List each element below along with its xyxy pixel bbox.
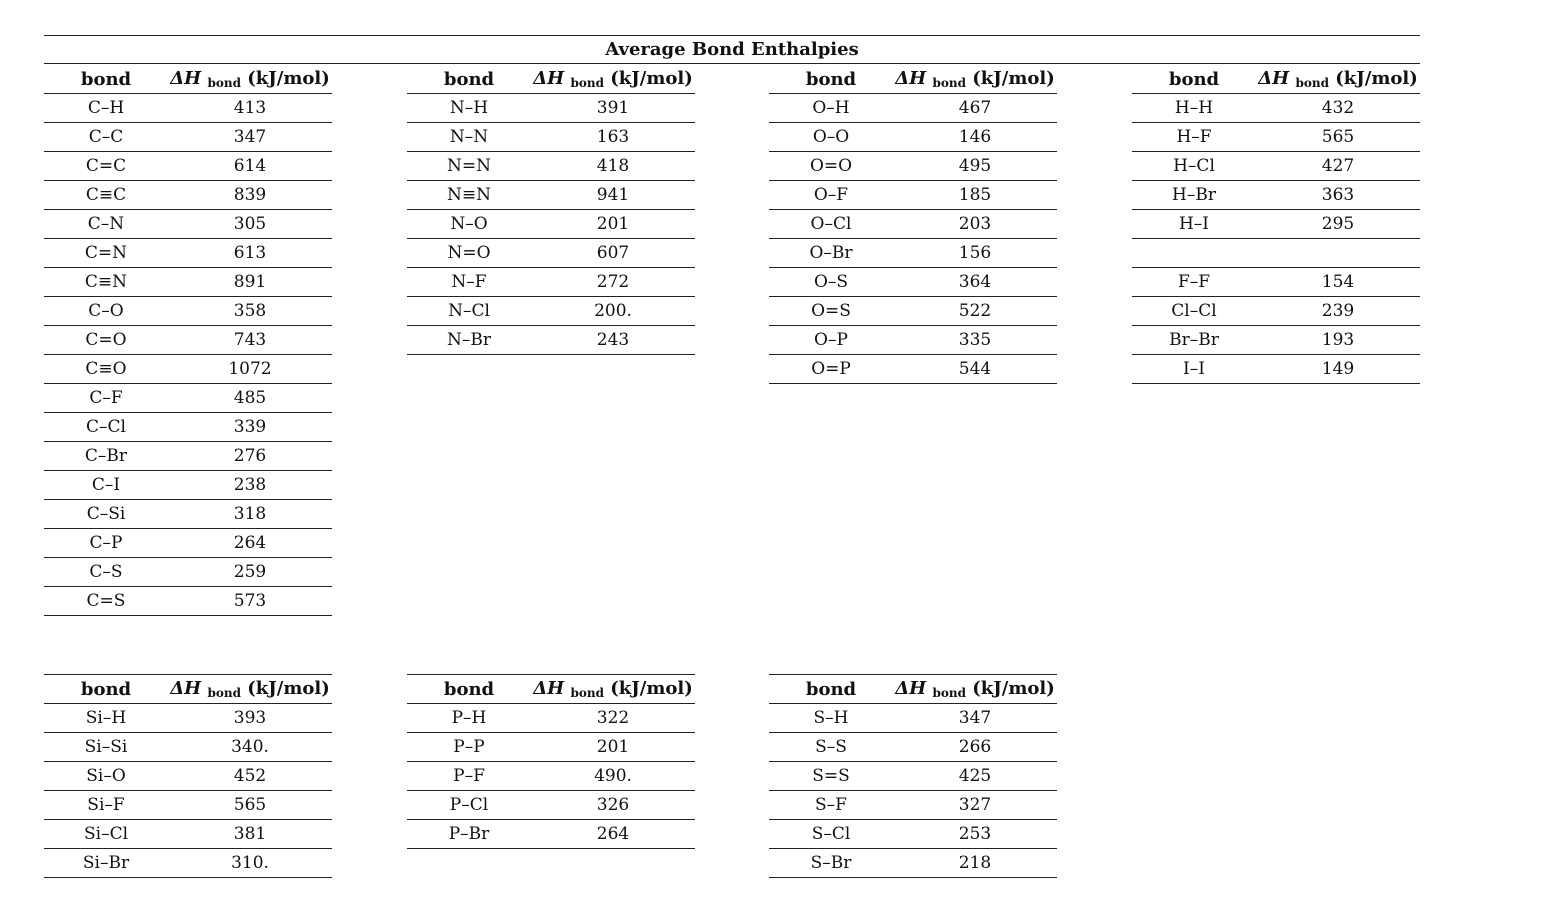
enthalpy-cell: 573: [233, 591, 267, 611]
bond-cell: N≡N: [447, 185, 491, 205]
bond-cell: C=N: [84, 243, 128, 263]
table-header: [407, 65, 695, 94]
table-row: [1132, 355, 1420, 384]
enthalpy-unit: (kJ/mol): [1335, 68, 1418, 89]
bond-column-header: bond: [805, 678, 857, 700]
enthalpy-cell: 522: [958, 301, 992, 321]
enthalpy-cell: 364: [958, 272, 992, 292]
table-row: [407, 326, 695, 355]
enthalpy-cell: 347: [958, 708, 992, 728]
bond-cell: O–O: [812, 127, 850, 147]
enthalpy-column-header: [168, 68, 332, 90]
enthalpy-cell: 276: [233, 446, 267, 466]
enthalpy-unit: (kJ/mol): [247, 68, 330, 89]
nitrogen-bond-table: [407, 65, 695, 355]
enthalpy-cell: 156: [958, 243, 992, 263]
bond-cell: P–P: [453, 737, 485, 757]
phosphorus-bond-table: [407, 674, 695, 849]
enthalpy-cell: 239: [1321, 301, 1355, 321]
enthalpy-cell: 305: [233, 214, 267, 234]
bond-cell: H–Cl: [1173, 156, 1215, 176]
table-row: [769, 733, 1057, 762]
enthalpy-cell: 243: [596, 330, 630, 350]
table-row: [407, 181, 695, 210]
bond-cell: O–Cl: [810, 214, 852, 234]
table-row: [769, 326, 1057, 355]
table-row: [44, 297, 332, 326]
enthalpy-unit: (kJ/mol): [610, 68, 693, 89]
enthalpy-cell: 238: [233, 475, 267, 495]
table-row: [769, 297, 1057, 326]
hydrogen-halogen-bond-table: [1132, 65, 1420, 384]
enthalpy-cell: 201: [596, 214, 630, 234]
delta-h-symbol: ΔH: [895, 68, 927, 89]
bond-cell: Si–Br: [82, 853, 130, 873]
bond-cell: C–P: [89, 533, 123, 553]
table-row: [407, 268, 695, 297]
bond-cell: C–I: [91, 475, 121, 495]
table-row: [44, 733, 332, 762]
enthalpy-cell: 1072: [228, 359, 272, 379]
enthalpy-cell: 264: [233, 533, 267, 553]
enthalpy-cell: 253: [958, 824, 992, 844]
bond-cell: O–S: [813, 272, 849, 292]
bond-cell: P–Br: [448, 824, 490, 844]
table-row: [769, 849, 1057, 878]
bond-cell: N=N: [447, 156, 491, 176]
bond-cell: Si–F: [87, 795, 125, 815]
bond-cell: Si–H: [85, 708, 127, 728]
enthalpy-cell: 259: [233, 562, 267, 582]
enthalpy-cell: 264: [596, 824, 630, 844]
table-row: [44, 587, 332, 616]
table-row: [769, 762, 1057, 791]
enthalpy-cell: 146: [958, 127, 992, 147]
table-row: [44, 762, 332, 791]
enthalpy-cell: 272: [596, 272, 630, 292]
bond-column-header: bond: [1168, 68, 1220, 90]
enthalpy-unit: (kJ/mol): [610, 678, 693, 699]
enthalpy-cell: 327: [958, 795, 992, 815]
bond-cell: C–F: [89, 388, 123, 408]
bond-column-header: bond: [443, 678, 495, 700]
enthalpy-column-header: [531, 68, 695, 90]
enthalpy-cell: 185: [958, 185, 992, 205]
bond-column-header: bond: [805, 68, 857, 90]
bond-cell: S=S: [812, 766, 850, 786]
table-header: [769, 65, 1057, 94]
enthalpy-column-header: [531, 678, 695, 700]
enthalpy-cell: 613: [233, 243, 267, 263]
table-row: [1132, 123, 1420, 152]
enthalpy-cell: 452: [233, 766, 267, 786]
bond-cell: Si–O: [86, 766, 126, 786]
delta-h-subscript: bond: [207, 686, 241, 700]
table-row: [44, 384, 332, 413]
table-row: [1132, 181, 1420, 210]
bond-cell: C–N: [87, 214, 125, 234]
enthalpy-cell: 467: [958, 98, 992, 118]
bond-cell: N–O: [450, 214, 488, 234]
bond-cell: C–H: [87, 98, 125, 118]
bond-cell: C–Cl: [86, 417, 126, 437]
table-row: [44, 181, 332, 210]
bond-cell: P–H: [451, 708, 487, 728]
bond-cell: O=O: [809, 156, 853, 176]
bond-cell: Si–Cl: [83, 824, 129, 844]
bond-cell: O–F: [813, 185, 849, 205]
carbon-bond-table: [44, 65, 332, 616]
enthalpy-cell: 485: [233, 388, 267, 408]
enthalpy-column-header: [1256, 68, 1420, 90]
table-row: [769, 791, 1057, 820]
table-row: [44, 442, 332, 471]
enthalpy-cell: 154: [1321, 272, 1355, 292]
table-row: [44, 529, 332, 558]
enthalpy-cell: 163: [596, 127, 630, 147]
table-row: [1132, 239, 1420, 268]
enthalpy-cell: 607: [596, 243, 630, 263]
delta-h-subscript: bond: [932, 686, 966, 700]
table-row: [44, 558, 332, 587]
enthalpy-cell: 565: [1321, 127, 1355, 147]
bond-cell: P–Cl: [449, 795, 489, 815]
bond-column-header: bond: [443, 68, 495, 90]
table-row: [44, 413, 332, 442]
table-row: [1132, 210, 1420, 239]
delta-h-symbol: ΔH: [170, 678, 202, 699]
delta-h-symbol: ΔH: [533, 678, 565, 699]
enthalpy-cell: 266: [958, 737, 992, 757]
table-row: [769, 704, 1057, 733]
table-row: [769, 355, 1057, 384]
delta-h-subscript: bond: [932, 76, 966, 90]
table-row: [44, 500, 332, 529]
table-row: [44, 123, 332, 152]
bond-cell: C–C: [88, 127, 124, 147]
bond-cell: C–O: [88, 301, 124, 321]
table-row: [769, 268, 1057, 297]
bond-cell: C≡O: [85, 359, 127, 379]
bond-cell: N–H: [449, 98, 489, 118]
bond-column-header: bond: [80, 678, 132, 700]
enthalpy-cell: 318: [233, 504, 267, 524]
delta-h-subscript: bond: [570, 686, 604, 700]
enthalpy-cell: 839: [233, 185, 267, 205]
table-row: [44, 326, 332, 355]
table-row: [44, 820, 332, 849]
bond-cell: Br–Br: [1169, 330, 1219, 350]
bond-cell: N–Br: [447, 330, 491, 350]
enthalpy-cell: 381: [233, 824, 267, 844]
table-row: [1132, 268, 1420, 297]
table-row: [407, 704, 695, 733]
table-row: [769, 210, 1057, 239]
delta-h-symbol: ΔH: [895, 678, 927, 699]
table-header: [407, 675, 695, 704]
bond-cell: F–F: [1177, 272, 1211, 292]
table-row: [769, 123, 1057, 152]
table-row: [44, 355, 332, 384]
enthalpy-cell: 347: [233, 127, 267, 147]
page-title: Average Bond Enthalpies: [605, 39, 859, 60]
bond-cell: S–S: [815, 737, 847, 757]
table-row: [44, 94, 332, 123]
enthalpy-column-header: [893, 678, 1057, 700]
bond-cell: C–S: [89, 562, 123, 582]
table-row: [407, 94, 695, 123]
table-row: [1132, 152, 1420, 181]
table-row: [407, 297, 695, 326]
bond-cell: N–Cl: [448, 301, 490, 321]
table-row: [44, 704, 332, 733]
bond-cell: C=S: [86, 591, 126, 611]
bond-cell: H–H: [1174, 98, 1214, 118]
table-row: [44, 152, 332, 181]
table-header: [44, 65, 332, 94]
enthalpy-cell: 495: [958, 156, 992, 176]
table-row: [407, 123, 695, 152]
bond-cell: O–Br: [809, 243, 853, 263]
delta-h-symbol: ΔH: [1258, 68, 1290, 89]
bond-cell: C–Br: [84, 446, 128, 466]
enthalpy-cell: 425: [958, 766, 992, 786]
bond-cell: S–H: [813, 708, 849, 728]
table-row: [769, 820, 1057, 849]
enthalpy-cell: 193: [1321, 330, 1355, 350]
delta-h-subscript: bond: [570, 76, 604, 90]
bond-cell: C–Si: [86, 504, 126, 524]
enthalpy-cell: 339: [233, 417, 267, 437]
enthalpy-cell: 427: [1321, 156, 1355, 176]
bond-cell: S–Cl: [811, 824, 851, 844]
table-row: [407, 820, 695, 849]
enthalpy-cell: 413: [233, 98, 267, 118]
enthalpy-cell: 358: [233, 301, 267, 321]
enthalpy-cell: 391: [596, 98, 630, 118]
table-header: [769, 675, 1057, 704]
enthalpy-cell: 322: [596, 708, 630, 728]
enthalpy-cell: 200.: [594, 301, 632, 321]
bond-cell: C≡N: [84, 272, 128, 292]
enthalpy-column-header: [168, 678, 332, 700]
enthalpy-cell: 941: [596, 185, 630, 205]
table-row: [407, 762, 695, 791]
bond-cell: H–I: [1178, 214, 1210, 234]
bond-cell: O=S: [811, 301, 851, 321]
bond-cell: H–F: [1176, 127, 1212, 147]
bond-cell: C=C: [85, 156, 127, 176]
table-row: [769, 239, 1057, 268]
bond-cell: Cl–Cl: [1171, 301, 1217, 321]
enthalpy-cell: 218: [958, 853, 992, 873]
enthalpy-cell: 490.: [594, 766, 632, 786]
bond-cell: S–F: [815, 795, 847, 815]
enthalpy-cell: 565: [233, 795, 267, 815]
table-row: [407, 791, 695, 820]
table-row: [407, 152, 695, 181]
table-row: [44, 849, 332, 878]
enthalpy-unit: (kJ/mol): [247, 678, 330, 699]
enthalpy-cell: 393: [233, 708, 267, 728]
enthalpy-cell: 891: [233, 272, 267, 292]
title-rule: [44, 63, 1420, 64]
table-row: [1132, 297, 1420, 326]
enthalpy-cell: 201: [596, 737, 630, 757]
delta-h-symbol: ΔH: [533, 68, 565, 89]
delta-h-subscript: bond: [1295, 76, 1329, 90]
silicon-bond-table: [44, 674, 332, 878]
enthalpy-unit: (kJ/mol): [972, 68, 1055, 89]
table-row: [44, 471, 332, 500]
table-row: [769, 181, 1057, 210]
table-row: [1132, 326, 1420, 355]
oxygen-bond-table: [769, 65, 1057, 384]
bond-cell: C=O: [85, 330, 127, 350]
enthalpy-cell: 310.: [231, 853, 269, 873]
bond-cell: O=P: [811, 359, 851, 379]
bond-cell: H–Br: [1172, 185, 1216, 205]
enthalpy-cell: 326: [596, 795, 630, 815]
enthalpy-cell: 203: [958, 214, 992, 234]
bond-cell: C≡C: [85, 185, 127, 205]
table-row: [44, 210, 332, 239]
bond-cell: I–I: [1183, 359, 1205, 379]
table-header: [44, 675, 332, 704]
enthalpy-cell: 335: [958, 330, 992, 350]
table-row: [769, 94, 1057, 123]
table-row: [44, 791, 332, 820]
enthalpy-cell: 544: [958, 359, 992, 379]
bond-cell: N–F: [451, 272, 487, 292]
enthalpy-cell: 363: [1321, 185, 1355, 205]
bond-cell: P–F: [453, 766, 485, 786]
enthalpy-cell: 432: [1321, 98, 1355, 118]
delta-h-symbol: ΔH: [170, 68, 202, 89]
bond-cell: S–Br: [810, 853, 852, 873]
table-row: [44, 268, 332, 297]
enthalpy-cell: 418: [596, 156, 630, 176]
enthalpy-cell: 743: [233, 330, 267, 350]
table-row: [44, 239, 332, 268]
bond-column-header: bond: [80, 68, 132, 90]
top-rule: [44, 35, 1420, 36]
table-row: [769, 152, 1057, 181]
bond-cell: Si–Si: [84, 737, 128, 757]
bond-cell: N=O: [447, 243, 491, 263]
bond-cell: O–H: [812, 98, 850, 118]
enthalpy-column-header: [893, 68, 1057, 90]
table-row: [407, 210, 695, 239]
enthalpy-cell: 295: [1321, 214, 1355, 234]
delta-h-subscript: bond: [207, 76, 241, 90]
enthalpy-unit: (kJ/mol): [972, 678, 1055, 699]
table-header: [1132, 65, 1420, 94]
table-row: [407, 733, 695, 762]
bond-cell: N–N: [449, 127, 489, 147]
bond-cell: O–P: [814, 330, 848, 350]
sulfur-bond-table: [769, 674, 1057, 878]
enthalpy-cell: 614: [233, 156, 267, 176]
table-row: [407, 239, 695, 268]
enthalpy-cell: 149: [1321, 359, 1355, 379]
enthalpy-cell: 340.: [231, 737, 269, 757]
table-row: [1132, 94, 1420, 123]
